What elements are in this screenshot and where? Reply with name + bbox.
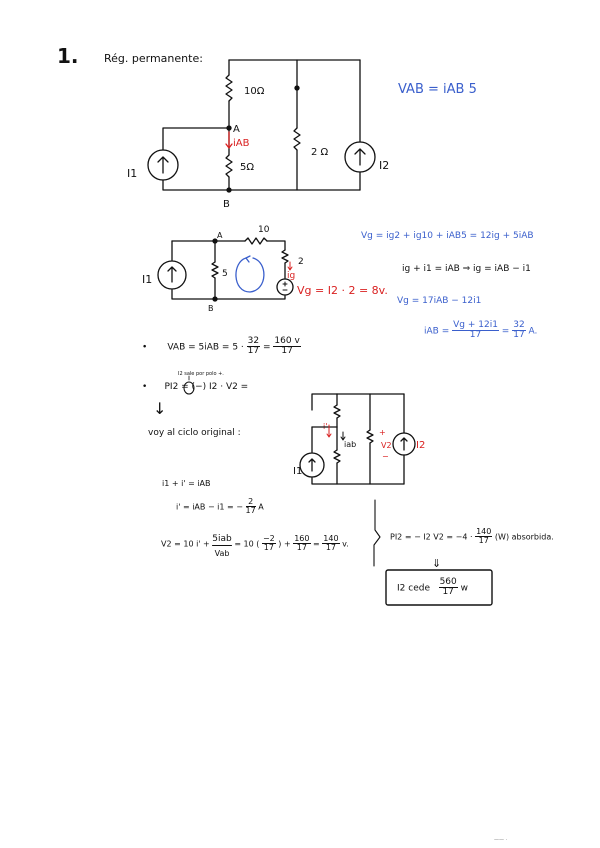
c3-iprime: i' [323,422,328,431]
section-title: Rég. permanente: [104,52,203,65]
eq-vg-kvl: Vg = ig2 + ig10 + iAB5 = 12ig + 5iAB [361,231,534,241]
c2-vg: Vg = I2 · 2 = 8v. [297,284,388,297]
v2-equation: V2 = 10 i' + 5iab Vab = 10 ( $\frac{-2}{17}$ ) + $\frac{160}{17}$ = $\frac{140}{17}$ v. [161,534,349,558]
resistor-5-label: 5Ω [240,162,255,173]
resistor-10-zigzag [226,75,232,101]
eq-kcl-ig: ig + i1 = iAB ⇒ ig = iAB − i1 [402,264,531,274]
eq-iab: iAB = $\frac{Vg + 12i1}{17}$ = $\frac{32}{17}$ A. [424,320,538,341]
c3-resistor-2 [367,430,373,443]
brace [374,500,380,566]
c2-node-b: B [208,304,214,313]
eq-vg-17: Vg = 17iAB − 12i1 [397,296,482,306]
node-a-label: A [233,124,240,135]
c2-r10: 10 [258,225,270,235]
c3-iab: iab [344,440,357,449]
c2-voltage-source [277,279,293,295]
c2-r2: 2 [298,257,304,267]
source-i1-label: I1 [127,167,138,180]
power-note: I2 sale por polo +. [178,371,224,377]
c2-resistor-5 [212,262,218,278]
result-box [386,570,492,605]
power-result: PI2 = − I2 V2 = −4 · $\frac{140}{17}$ (W) absorbida. [390,527,554,546]
vab-note: VAB = iAB 5 [398,82,477,97]
voy-text: voy al ciclo original : [148,428,241,438]
c3-resistor-10 [334,405,340,418]
footer-mark: —— · [494,837,508,843]
resistor-2-label: 2 Ω [311,147,329,158]
c2-r5: 5 [222,269,228,279]
c2-src-i1: I1 [142,273,153,286]
resistor-5-zigzag [226,155,232,177]
vab-equation: • VAB = 5iAB = 5 · $\frac{32}{17}$ = $\frac{160 v}{17}$ [142,336,300,357]
double-down-arrow: ⇓ [432,557,442,570]
kcl-line-2: i' = iAB − i1 = − $\frac{2}{17}$ A [176,497,264,516]
resistor-10-label: 10Ω [244,86,265,97]
current-iab-label: iAB [233,138,250,149]
c3-v2: V2 [381,441,392,450]
c2-node-a: A [217,231,223,240]
power-i2-line: • PI2 = (−) I2 · V2 = [142,382,249,392]
circuit-2 [158,238,296,301]
node-b-label: B [223,199,230,210]
minus-circle [184,382,194,394]
circuit-3 [300,394,415,484]
kcl-line-1: i1 + i' = iAB [162,479,211,488]
c3-plus: + [379,428,386,437]
c3-i2: I2 [416,440,426,451]
down-arrow: ↓ [153,399,167,418]
c2-resistor-2 [282,250,288,263]
c2-ig: ig [287,271,296,281]
source-i2-label: I2 [379,159,390,172]
final-answer: I2 cede $\frac{560}{17}$ w [397,577,469,598]
c2-resistor-10 [245,238,267,244]
problem-number: 1. [57,44,79,68]
c2-mesh-loop [236,258,264,292]
c3-minus: − [382,452,389,461]
resistor-2-zigzag [294,128,300,150]
circuit-1 [148,60,375,192]
c3-resistor-5 [334,450,340,463]
c3-i1: I1 [293,466,303,477]
